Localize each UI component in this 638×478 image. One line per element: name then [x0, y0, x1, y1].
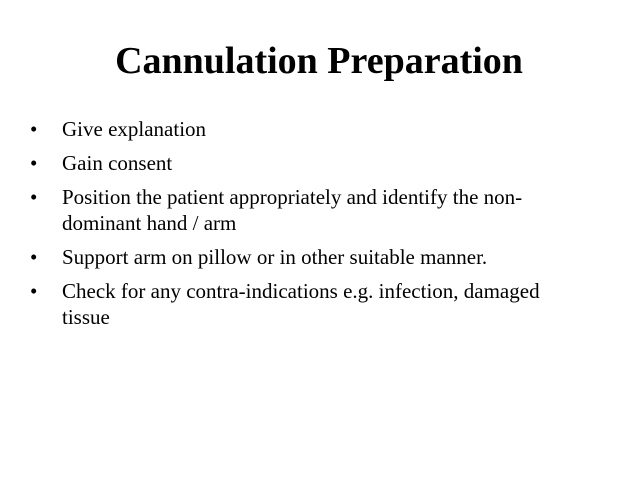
bullet-dot-icon: •: [30, 151, 38, 175]
bullet-text: Give explanation: [62, 117, 207, 141]
bullet-dot-icon: •: [30, 279, 38, 303]
bullet-item-contraindications: [28, 278, 588, 330]
bullet-text: Support arm on pillow or in other suitable manner.: [62, 245, 488, 269]
bullet-text: Gain consent: [62, 151, 173, 175]
bullet-text: Position the patient appropriately and identify the non-dominant hand / arm: [62, 185, 523, 235]
bullet-item-explanation: [28, 116, 588, 142]
slide-title: Cannulation Preparation: [115, 40, 523, 82]
bullet-list: [28, 116, 588, 338]
bullet-item-support: [28, 244, 588, 270]
bullet-item-consent: [28, 150, 588, 176]
bullet-item-position: [28, 184, 588, 236]
bullet-dot-icon: •: [30, 117, 38, 141]
bullet-text: Check for any contra-indications e.g. infection, damaged tissue: [62, 279, 540, 329]
bullet-dot-icon: •: [30, 185, 38, 209]
bullet-dot-icon: •: [30, 245, 38, 269]
